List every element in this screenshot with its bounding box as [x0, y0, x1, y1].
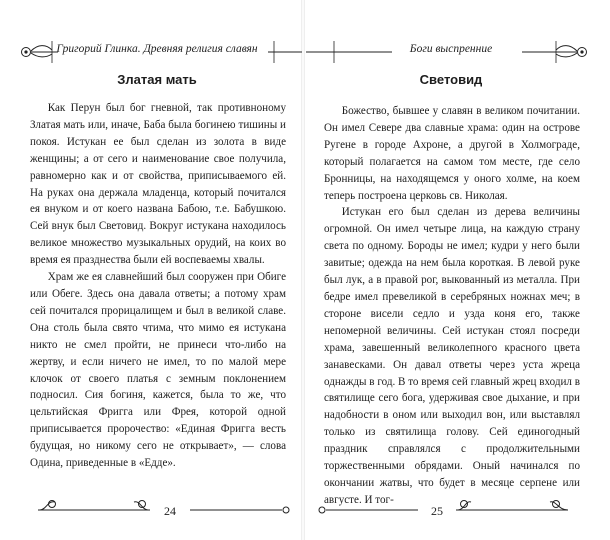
paragraph: Храм же ея славнейший был сооружен при Обиге или Обеге. Здесь она давала ответы; а потому храм сей почитался прорицалищем и был в великой славе. Она столь была свято чтима, что мимо ея истукана никто не смел пройти, не принеси что-либо на жертву, и если ничего не имел, то по малой мере клочок от своего платья с земным поклонением подносил. Сия богиня, кажется, была то же, что цельтийская Фригга или Фрея, которой одной приписывается пророчество: «Единая Фригга весть будущая, но никому сего не открывает», — слова Одина, приведенные в «Едде».: [30, 271, 286, 470]
body-text: [324, 103, 580, 509]
body-text: [30, 100, 286, 472]
chapter-title: Световид: [419, 72, 483, 87]
running-header: [12, 38, 302, 64]
paragraph: Божество, бывшее у славян в великом почитании. Он имел Севере два славные храма: один на острове Ругене в городе Ахроне, а другой в Холмограде, который полагается на самом том месте, где село Бронницы, на находящемся у оного холме, на коем теперь построена церковь св. Николая.: [324, 105, 580, 202]
page-number: 25: [431, 504, 443, 518]
right-page: [306, 0, 596, 540]
chapter-title: Златая мать: [117, 72, 197, 87]
running-header: [306, 38, 596, 64]
left-page: [12, 0, 302, 540]
paragraph: Истукан его был сделан из дерева величины огромной. Он имел четыре лица, на каждую страну света по одному. Бороды не имел; кудри у него были завитые; одежда на нем была короткая. В левой руке был лук, а в правой рог, выкованный из металла. При бедре имел превеликой в серебряных ножнах меч; в стороне висели седло и узда коня его, также непомерной величины. Сей истукан стоял посреди храма, завешенный великолепного красного цвета занавесками. Он давал ответы через уста жреца однажды в год. В то время сей главный жрец входил в святилище сего бога, удерживая свое дыхание, и при надобности в оном или выходил вон, или выставлял только из святилища голову. Сей единогодный праздник справлялся с продолжительными торжественными обрядами. Оный начинался по окончании жатвы, что будет в месяце серпене или августе. И тог-: [324, 206, 580, 506]
paragraph: Как Перун был бог гневной, так противноному Златая мать или, иначе, Баба была богинею тишины и покоя. Истукан ее был сделан из золота в виде женщины; а от сего и наименование свое получила, равномерно как и от свойства, приписываемого ей. На руках она держала младенца, который почитался ея внуком и от коего названа Бабою, т.е. Бабушкою. Сей внук был Световид. Вокруг истукана находилось великое множество музыкальных орудий, на коих во время ея празднества были ей воспеваемы хвалы.: [30, 102, 286, 267]
running-head-text: Григорий Глинка. Древняя религия славян: [56, 43, 258, 55]
page-number: 24: [164, 504, 176, 518]
page-footer: [12, 496, 302, 526]
running-head-text: Боги выспренние: [409, 43, 493, 55]
page-footer: [306, 496, 596, 526]
